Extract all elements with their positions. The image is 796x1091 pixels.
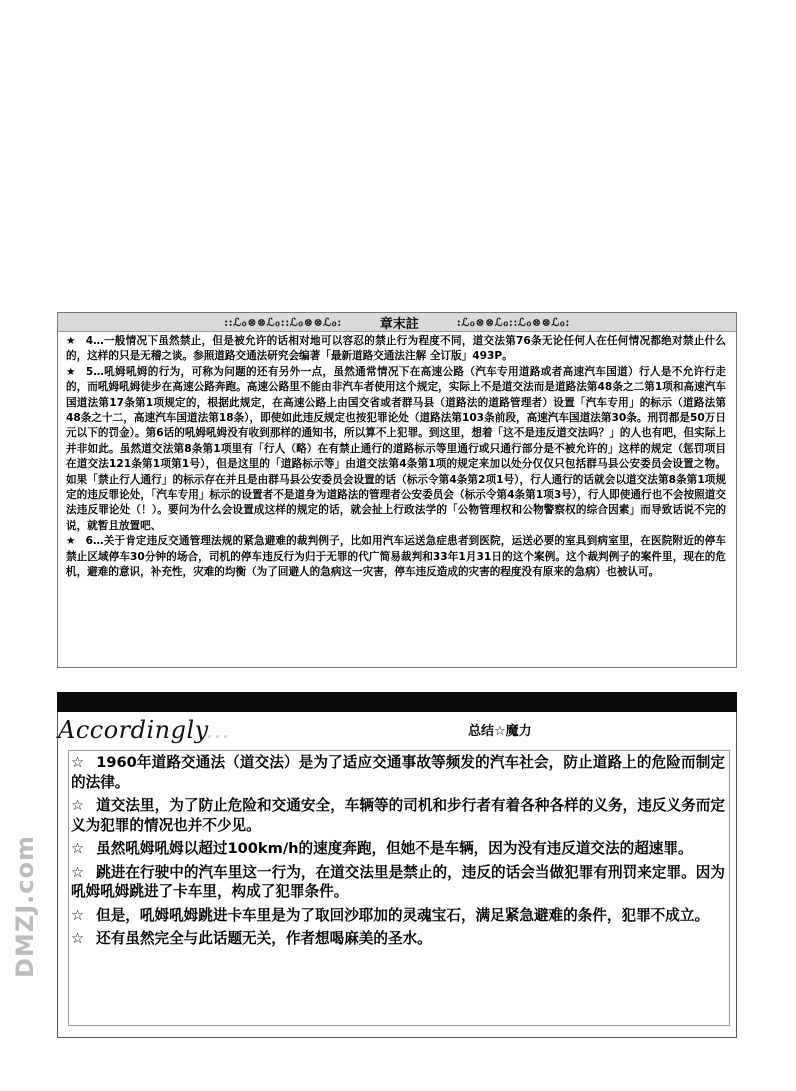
- summary-item: [71, 753, 725, 792]
- divider-bar: [57, 692, 737, 712]
- summary-heading: [58, 716, 230, 744]
- chapter-notes-header: [58, 313, 736, 332]
- star-icon: ★: [66, 365, 76, 378]
- summary-item-text: 道交法里，为了防止危险和交通安全，车辆等的司机和步行者有着各种各样的义务，违反义务而定义为犯罪的情况也并不少见。: [71, 797, 725, 834]
- watermark-logo: DMZJ.com: [11, 835, 39, 978]
- summary-item: [71, 906, 725, 926]
- summary-item: [71, 796, 725, 835]
- summary-box: [57, 712, 737, 1038]
- summary-item: [71, 929, 725, 949]
- summary-item: [71, 839, 725, 859]
- header-decoration-right: :ℒℴ⊗⊗ℒℴ::ℒℴ⊗⊗ℒℴ:: [456, 315, 570, 329]
- summary-item: [71, 863, 725, 902]
- note-text: 5…吼姆吼姆的行为，可称为问题的还有另外一点，虽然通常情况下在高速公路（汽车专用道路或者高速汽车国道）行人是不允许行走的，而吼姆吼姆徒步在高速公路奔跑。高速公路里不能由非汽车者使用这个规定，实际上不是道交法而是道路法第48条之二第1项和高速汽车国道法第17条第1项规定的，根据此规定，在高速公路上由国交省或者群马县（道路法的道路管理者）设置「汽车专用」的标示（道路法第48条之十二，高速汽车国道法第18条），即使如此违反规定也按犯罪论处（道路法第103条前段，高速汽车国道法第30条。刑罚都是50万日元以下的罚金）。第6话的吼姆吼姆没有收到那样的通知书，所以算不上犯罪。到这里，想着「这不是违反道交法吗？」的人也有吧，但实际上并非如此。虽然道交法第8条第1项里有「行人（略）在有禁止通行的道路标示等里通行或只通行部分是不被允许的」这样的规定（惩罚项目在道交法121条第1项第1号），但是这里的「道路标示等」由道交法第4条第1项的规定来加以处分仅仅只包括群马县公安委员会设置之物。如果「禁止行人通行」的标示存在并且是由群马县公安委员会设置的话（标示令第4条第2项1号），行人通行的话就会以道交法第8条第1项规定的违反罪论处，「汽车专用」标示的设置者不是道身为道路法的管理者公安委员会（标示令第4条第1项3号），行人即使通行也不会按照道交法违反罪论处（！）。要问为什么会设置成这样的规定的话，就会扯上行政法学的「公物管理权和公物警察权的综合因素」而导致话说不完的说，就暂且放置吧、: [66, 365, 726, 532]
- summary-title: 总结☆魔力: [468, 724, 532, 739]
- note-text: 4…一般情况下虽然禁止，但是被允许的话相对地可以容忍的禁止行为程度不同，道交法第76条无论任何人在任何情况都绝对禁止什么的，这样的只是无稽之谈。参照道路交通法研究会编著「最新道路交通法注解 全订版」493P。: [66, 335, 726, 363]
- star-outline-icon: ☆: [71, 930, 85, 947]
- summary-item-text: 1960年道路交通法（道交法）是为了适应交通事故等频发的汽车社会，防止道路上的危险而制定的法律。: [71, 754, 725, 791]
- star-icon: ★: [66, 535, 76, 548]
- star-outline-icon: ☆: [71, 863, 85, 881]
- star-outline-icon: ☆: [71, 906, 85, 924]
- star-outline-icon: ☆: [71, 840, 85, 857]
- note-text: 6…关于肯定违反交通管理法规的紧急避难的裁判例子，比如用汽车运送急症患者到医院，运送必要的室具到病室里，在医院附近的停车禁止区域停车30分钟的场合，司机的停车违反行为归于无罪的代广简易裁判和33年1月31日的这个案例。这个裁判例子的案件里，现在的危机，避难的意识，补充性，灾难的均衡（为了回避人的急病这一灾害，停车违反造成的灾害的程度没有原来的急病）也被认可。: [66, 535, 726, 579]
- note-item-6: [66, 534, 726, 580]
- chapter-notes-title: 章末註: [379, 316, 419, 332]
- summary-item-text: 跳进在行驶中的汽车里这一行为，在道交法里是禁止的，违反的话会当做犯罪有刑罚来定罪。因为吼姆吼姆跳进了卡车里，构成了犯罪条件。: [71, 863, 725, 900]
- star-outline-icon: ☆: [71, 754, 85, 771]
- summary-item-text: 还有虽然完全与此话题无关，作者想喝麻美的圣水。: [96, 930, 432, 947]
- header-decoration-left: ::ℒℴ⊗⊗ℒℴ::ℒℴ⊗⊗ℒℴ:: [224, 315, 342, 329]
- summary-heading-text: Accordingly: [58, 716, 206, 744]
- chapter-notes-body: [58, 332, 736, 581]
- star-outline-icon: ☆: [71, 797, 85, 814]
- summary-list: [68, 750, 730, 1026]
- summary-item-text: 虽然吼姆吼姆以超过100km/h的速度奔跑，但她不是车辆，因为没有违反道交法的超速罪。: [96, 840, 693, 857]
- star-icon: ★: [66, 335, 76, 347]
- note-item-5: [66, 365, 726, 534]
- note-item-4: [66, 334, 726, 365]
- summary-heading-ellipsis: ...: [205, 716, 230, 744]
- summary-item-text: 但是，吼姆吼姆跳进卡车里是为了取回沙耶加的灵魂宝石，满足紧急避难的条件，犯罪不成立。: [96, 906, 710, 924]
- chapter-notes-box: [57, 312, 737, 668]
